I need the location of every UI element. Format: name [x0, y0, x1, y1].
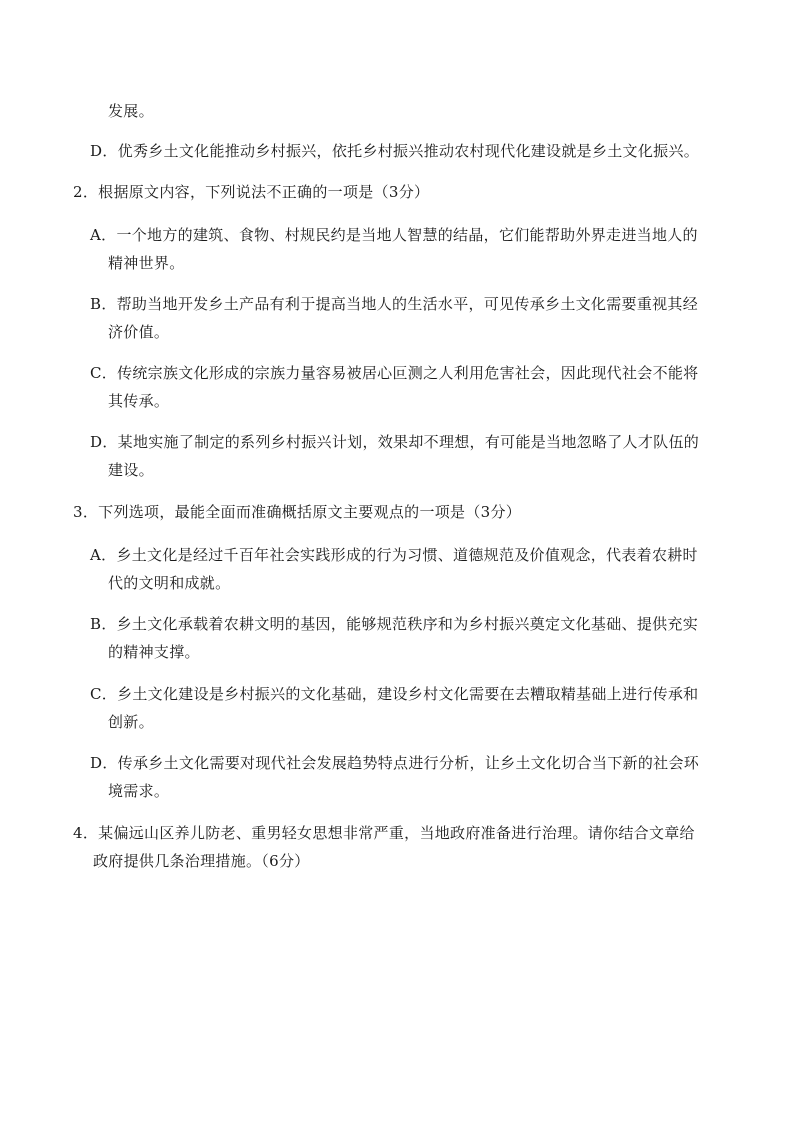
question-2-stem: [73, 182, 429, 202]
q2-option-b-line1: [90, 294, 698, 314]
option-text: 优秀乡土文化能推动乡村振兴，依托乡村振兴推动农村现代化建设就是乡土文化振兴。: [117, 142, 700, 160]
q2-option-a-line1: [90, 225, 698, 245]
question-number: 3．: [73, 503, 99, 521]
option-text: 乡土文化承载着农耕文明的基因，能够规范秩序和为乡村振兴奠定文化基础、提供充实: [116, 615, 699, 633]
option-label: A．: [90, 546, 117, 564]
prev-option-d: [90, 141, 699, 161]
question-4-stem-line1: [73, 823, 695, 843]
q2-option-d-line2: 建设。: [108, 461, 154, 479]
option-label: A．: [90, 226, 117, 244]
option-label: D．: [90, 142, 118, 160]
q3-option-c-line1: [90, 684, 698, 704]
option-label: D．: [90, 433, 118, 451]
option-text: 帮助当地开发乡土产品有利于提高当地人的生活水平，可见传承乡土文化需要重视其经: [116, 295, 699, 313]
question-text: 根据原文内容，下列说法不正确的一项是（3分）: [98, 183, 430, 201]
q3-option-d-line1: [90, 753, 699, 773]
question-number: 4．: [73, 824, 99, 842]
q3-option-a-line1: [90, 545, 698, 565]
q2-option-c-line1: [90, 363, 698, 383]
option-text: 某地实施了制定的系列乡村振兴计划，效果却不理想，有可能是当地忽略了人才队伍的: [117, 433, 700, 451]
q2-option-a-line2: 精神世界。: [108, 254, 185, 272]
option-text: 传统宗族文化形成的宗族力量容易被居心叵测之人利用危害社会，因此现代社会不能将: [117, 364, 699, 382]
option-label: B．: [90, 295, 117, 313]
question-3-stem: [73, 502, 521, 522]
q2-option-c-line2: 其传承。: [108, 392, 170, 410]
option-text: 乡土文化建设是乡村振兴的文化基础，建设乡村文化需要在去糟取精基础上进行传承和: [117, 685, 699, 703]
question-number: 2．: [73, 183, 99, 201]
option-label: C．: [90, 685, 118, 703]
question-4-stem-line2: 政府提供几条治理措施。（6分）: [93, 852, 310, 870]
question-text: 下列选项，最能全面而准确概括原文主要观点的一项是（3分）: [98, 503, 522, 521]
prev-option-tail: 发展。: [108, 102, 154, 120]
q3-option-b-line2: 的精神支撑。: [108, 643, 200, 661]
q2-option-d-line1: [90, 432, 699, 452]
option-text: 传承乡土文化需要对现代社会发展趋势特点进行分析，让乡土文化切合当下新的社会环: [117, 754, 700, 772]
q3-option-b-line1: [90, 614, 698, 634]
q3-option-a-line2: 代的文明和成就。: [108, 574, 231, 592]
q3-option-c-line2: 创新。: [108, 713, 154, 731]
option-text: 一个地方的建筑、食物、村规民约是当地人智慧的结晶，它们能帮助外界走进当地人的: [116, 226, 698, 244]
option-label: B．: [90, 615, 117, 633]
q2-option-b-line2: 济价值。: [108, 323, 170, 341]
option-label: D．: [90, 754, 118, 772]
question-text: 某偏远山区养儿防老、重男轻女思想非常严重，当地政府准备进行治理。请你结合文章给: [98, 824, 695, 842]
q3-option-d-line2: 境需求。: [108, 782, 170, 800]
option-text: 乡土文化是经过千百年社会实践形成的行为习惯、道德规范及价值观念，代表着农耕时: [116, 546, 698, 564]
option-label: C．: [90, 364, 118, 382]
